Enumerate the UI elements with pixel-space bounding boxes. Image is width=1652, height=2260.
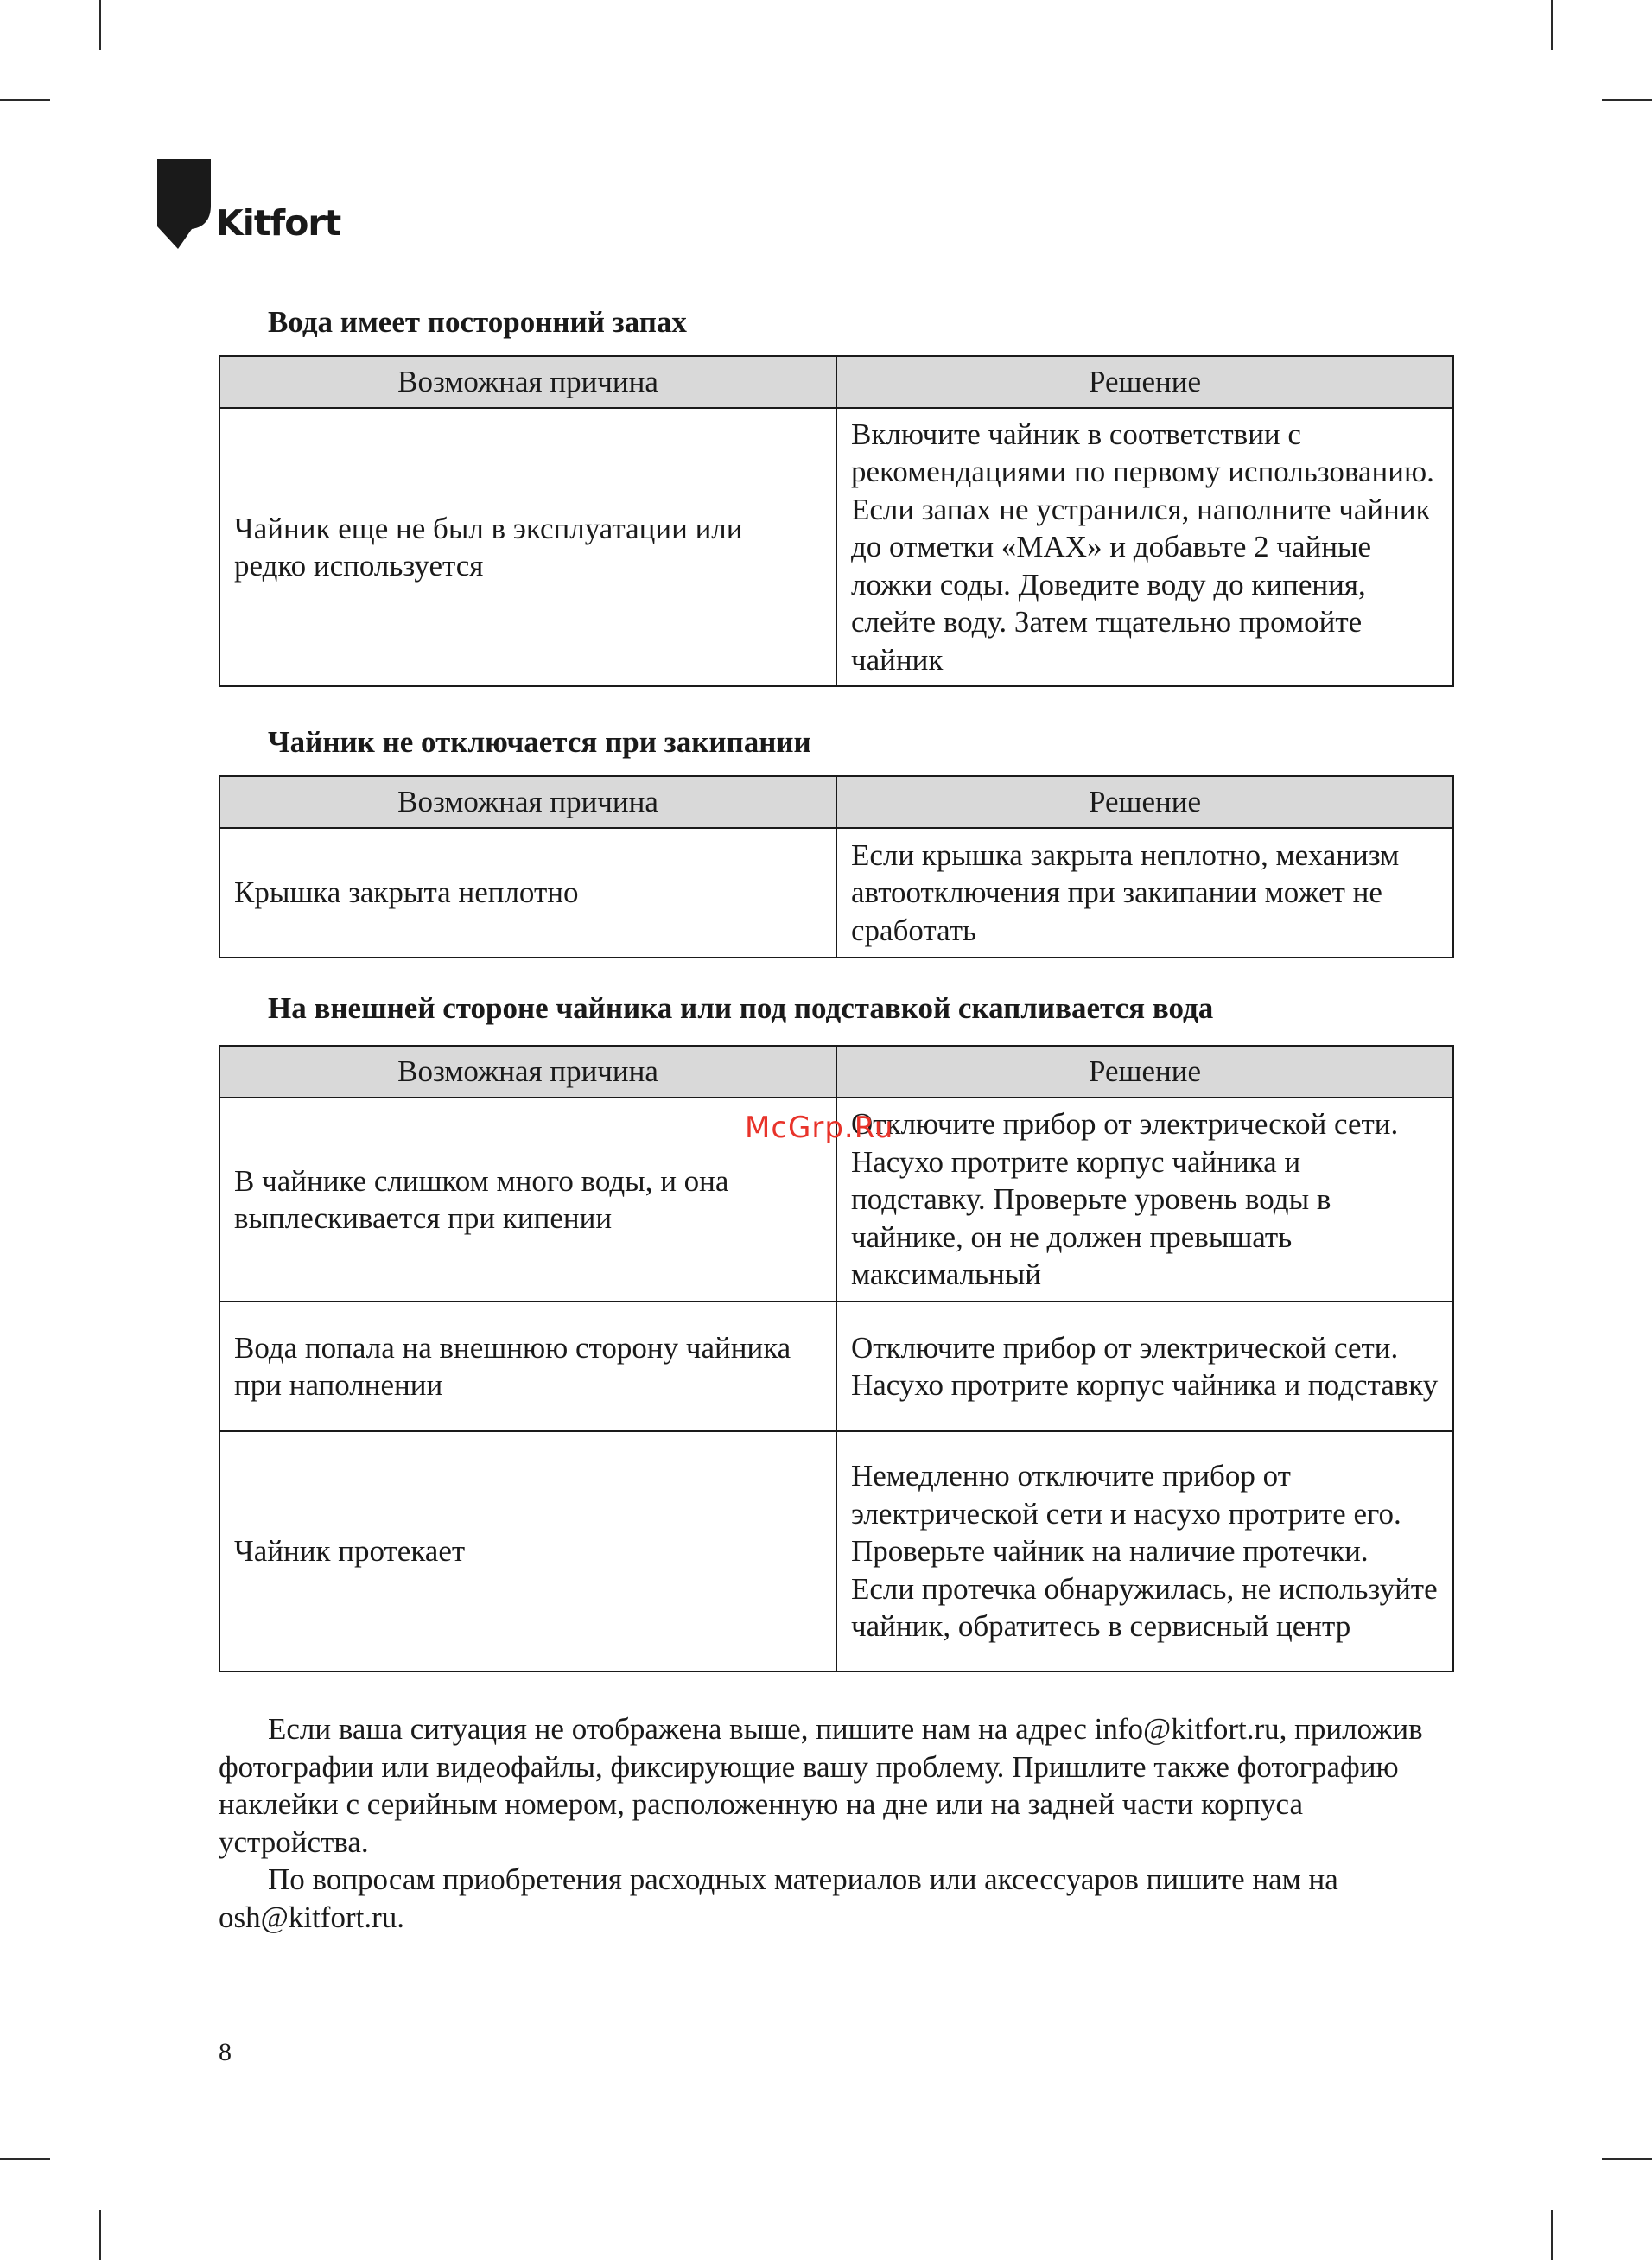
solution-cell: Немедленно отключите прибор от электрической сети и насухо протрите его. Проверьте чайник на наличие протечки. Если протечка обнаружилась, не используйте чайник, обратитесь в сервисный центр [836,1431,1453,1671]
column-header-cause: Возможная причина [219,776,836,828]
crop-mark [1602,99,1652,101]
cause-cell: Вода попала на внешнюю сторону чайника при наполнении [219,1302,836,1431]
crop-mark [99,2210,101,2260]
column-header-cause: Возможная причина [219,1046,836,1098]
watermark: McGrp.Ru [745,1111,894,1145]
table-header-row [219,776,1453,828]
column-header-solution: Решение [836,1046,1453,1098]
cause-cell: В чайнике слишком много воды, и она выплескивается при кипении [219,1098,836,1302]
solution-cell: Отключите прибор от электрической сети. Насухо протрите корпус чайника и подставку [836,1302,1453,1431]
cause-cell: Крышка закрыта неплотно [219,828,836,958]
brand-logo [157,159,339,254]
brand-name: Kitfort [216,202,341,244]
column-header-solution: Решение [836,776,1453,828]
crop-mark [99,0,101,50]
table-header-row [219,356,1453,408]
cause-cell: Чайник еще не был в эксплуатации или редко используется [219,408,836,686]
troubleshooting-table [219,775,1454,958]
crop-mark [1551,2210,1553,2260]
solution-cell: Включите чайник в соответствии с рекомендациями по первому использованию. Если запах не устранился, наполните чайник до отметки «MAX» и добавьте 2 чайные ложки соды. Доведите воду до кипения, слейте воду. Затем тщательно промойте чайник [836,408,1453,686]
solution-cell: Если крышка закрыта неплотно, механизм автоотключения при закипании может не сработать [836,828,1453,958]
column-header-cause: Возможная причина [219,356,836,408]
contact-paragraph: Если ваша ситуация не отображена выше, пишите нам на адрес info@kitfort.ru, приложив фотографии или видеофайлы, фиксирующие вашу проблему. Пришлите также фотографию наклейки с серийным номером, расположенную на дне или на задней части корпуса устройства. [219,1712,1423,1859]
solution-cell: Отключите прибор от электрической сети. Насухо протрите корпус чайника и подставку. Проверьте уровень воды в чайнике, он не должен превышать максимальный [836,1098,1453,1302]
page-number: 8 [219,2038,232,2066]
crop-mark [1602,2158,1652,2160]
table-row [219,1431,1453,1671]
crop-mark [1551,0,1553,50]
column-header-solution: Решение [836,356,1453,408]
crop-mark [0,2158,50,2160]
crop-mark [0,99,50,101]
cause-cell: Чайник протекает [219,1431,836,1671]
section-title: Вода имеет посторонний запах [268,305,687,339]
table-header-row [219,1046,1453,1098]
accessories-paragraph: По вопросам приобретения расходных материалов или аксессуаров пишите нам на osh@kitfort.ru. [219,1862,1338,1934]
table-row [219,408,1453,686]
section-title: Чайник не отключается при закипании [268,725,811,759]
table-row [219,1302,1453,1431]
section-title: На внешней стороне чайника или под подставкой скапливается вода [268,991,1214,1025]
table-row [219,828,1453,958]
troubleshooting-table [219,355,1454,687]
